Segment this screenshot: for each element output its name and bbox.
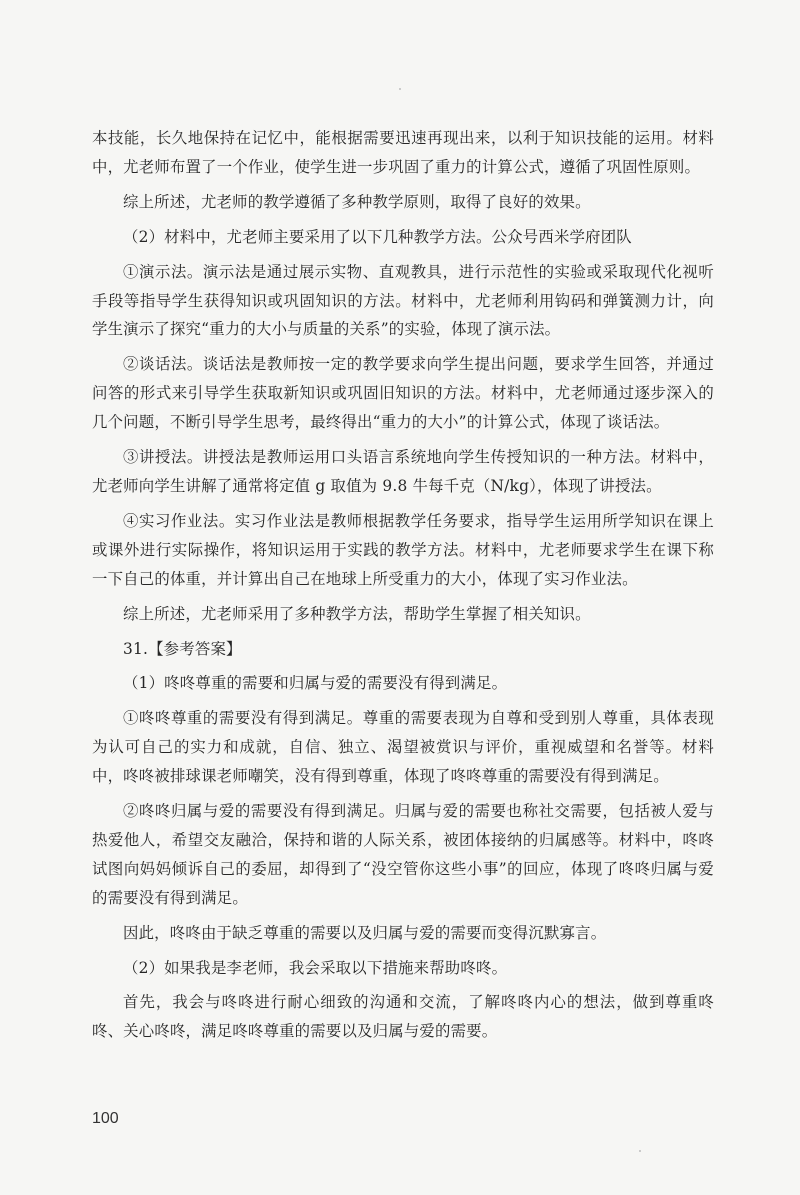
page-body: [92, 124, 714, 1052]
paragraph: ③讲授法。讲授法是教师运用口头语言系统地向学生传授知识的一种方法。材料中，尤老师向学生讲解了通常将定值 g 取值为 9.8 牛每千克（N/kg），体现了讲授法。: [92, 448, 714, 495]
paragraph: 因此，咚咚由于缺乏尊重的需要以及归属与爱的需要而变得沉默寡言。: [123, 923, 607, 942]
page-number: 100: [92, 1110, 119, 1127]
paragraph: （2）材料中，尤老师主要采用了以下几种教学方法。公众号西米学府团队: [123, 227, 632, 246]
paragraph: 首先，我会与咚咚进行耐心细致的沟通和交流，了解咚咚内心的想法，做到尊重咚咚、关心咚咚，满足咚咚尊重的需要以及归属与爱的需要。: [92, 993, 714, 1041]
paragraph: 综上所述，尤老师的教学遵循了多种教学原则，取得了良好的效果。: [123, 192, 591, 211]
paragraph: 综上所述，尤老师采用了多种教学方法，帮助学生掌握了相关知识。: [123, 604, 591, 623]
answer-heading: 31.【参考答案】: [123, 639, 242, 658]
scan-speck: [399, 88, 401, 90]
paragraph: 本技能，长久地保持在记忆中，能根据需要迅速再现出来，以利于知识技能的运用。材料中，尤老师布置了一个作业，使学生进一步巩固了重力的计算公式，遵循了巩固性原则。: [92, 129, 714, 176]
paragraph: ①咚咚尊重的需要没有得到满足。尊重的需要表现为自尊和受到别人尊重，具体表现为认可自己的实力和成就，自信、独立、渴望被赏识与评价，重视威望和名誉等。材料中，咚咚被排球课老师嘲笑，没有得到尊重，体现了咚咚尊重的需要没有得到满足。: [92, 709, 714, 786]
paragraph: ②谈话法。谈话法是教师按一定的教学要求向学生提出问题，要求学生回答，并通过问答的形式来引导学生获取新知识或巩固旧知识的方法。材料中，尤老师通过逐步深入的几个问题，不断引导学生思考，最终得出“重力的大小”的计算公式，体现了谈话法。: [92, 355, 714, 432]
paragraph: （1）咚咚尊重的需要和归属与爱的需要没有得到满足。: [123, 674, 508, 693]
paragraph: （2）如果我是李老师，我会采取以下措施来帮助咚咚。: [123, 958, 508, 977]
paragraph: ①演示法。演示法是通过展示实物、直观教具，进行示范性的实验或采取现代化视听手段等指导学生获得知识或巩固知识的方法。材料中，尤老师利用钩码和弹簧测力计，向学生演示了探究“重力的大小与质量的关系”的实验，体现了演示法。: [92, 262, 714, 339]
paragraph: ②咚咚归属与爱的需要没有得到满足。归属与爱的需要也称社交需要，包括被人爱与热爱他人，希望交友融洽，保持和谐的人际关系，被团体接纳的归属感等。材料中，咚咚试图向妈妈倾诉自己的委屈，却得到了“没空管你这些小事”的回应，体现了咚咚归属与爱的需要没有得到满足。: [92, 802, 714, 907]
scan-speck: [639, 1150, 641, 1152]
paragraph: ④实习作业法。实习作业法是教师根据教学任务要求，指导学生运用所学知识在课上或课外进行实际操作，将知识运用于实践的教学方法。材料中，尤老师要求学生在课下称一下自己的体重，并计算出自己在地球上所受重力的大小，体现了实习作业法。: [92, 511, 714, 588]
